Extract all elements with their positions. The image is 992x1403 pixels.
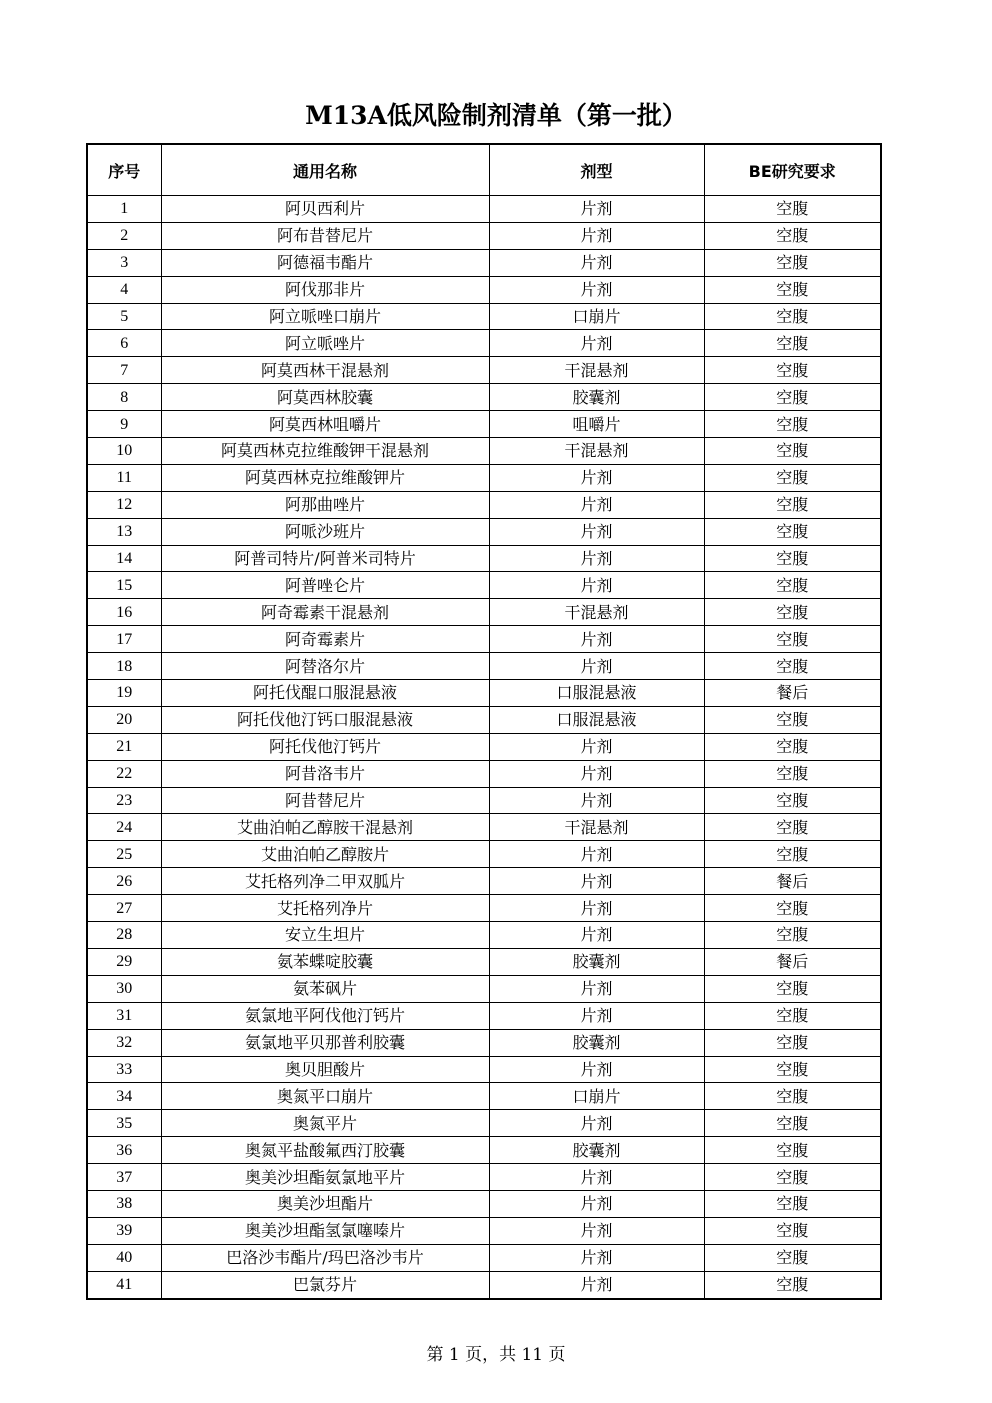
- cell-generic-name: 阿托伐他汀钙片: [161, 733, 489, 760]
- cell-dosage-form: 片剂: [489, 464, 704, 491]
- cell-be-requirement: 空腹: [704, 760, 881, 787]
- cell-dosage-form: 片剂: [489, 545, 704, 572]
- cell-dosage-form: 片剂: [489, 1056, 704, 1083]
- cell-index: 12: [87, 491, 161, 518]
- table-row: [87, 357, 881, 384]
- cell-dosage-form: 干混悬剂: [489, 814, 704, 841]
- page-title: M13A低风险制剂清单（第一批）: [305, 101, 687, 130]
- cell-be-requirement: 空腹: [704, 572, 881, 599]
- cell-index: 38: [87, 1190, 161, 1217]
- cell-generic-name: 氨氯地平贝那普利胶囊: [161, 1029, 489, 1056]
- table-row: [87, 1271, 881, 1298]
- cell-dosage-form: 片剂: [489, 1002, 704, 1029]
- cell-be-requirement: 空腹: [704, 922, 881, 949]
- cell-be-requirement: 空腹: [704, 1029, 881, 1056]
- cell-generic-name: 奥氮平盐酸氟西汀胶囊: [161, 1137, 489, 1164]
- cell-index: 10: [87, 438, 161, 465]
- cell-index: 34: [87, 1083, 161, 1110]
- cell-generic-name: 氨苯砜片: [161, 975, 489, 1002]
- header-index: 序号: [87, 144, 161, 196]
- cell-dosage-form: 片剂: [489, 330, 704, 357]
- cell-be-requirement: 空腹: [704, 733, 881, 760]
- cell-generic-name: 阿哌沙班片: [161, 518, 489, 545]
- cell-index: 13: [87, 518, 161, 545]
- cell-index: 7: [87, 357, 161, 384]
- cell-dosage-form: 胶囊剂: [489, 1029, 704, 1056]
- cell-generic-name: 阿莫西林克拉维酸钾片: [161, 464, 489, 491]
- cell-index: 26: [87, 868, 161, 895]
- cell-generic-name: 阿立哌唑片: [161, 330, 489, 357]
- cell-index: 3: [87, 249, 161, 276]
- cell-be-requirement: 空腹: [704, 303, 881, 330]
- cell-be-requirement: 空腹: [704, 249, 881, 276]
- table-row: [87, 922, 881, 949]
- cell-index: 21: [87, 733, 161, 760]
- cell-be-requirement: 空腹: [704, 384, 881, 411]
- cell-be-requirement: 空腹: [704, 330, 881, 357]
- cell-dosage-form: 片剂: [489, 196, 704, 223]
- cell-be-requirement: 空腹: [704, 814, 881, 841]
- header-generic-name: 通用名称: [161, 144, 489, 196]
- cell-dosage-form: 片剂: [489, 787, 704, 814]
- table-row: [87, 491, 881, 518]
- header-be-requirement: BE研究要求: [704, 144, 881, 196]
- table-row: [87, 895, 881, 922]
- cell-be-requirement: 空腹: [704, 1164, 881, 1191]
- cell-generic-name: 阿莫西林胶囊: [161, 384, 489, 411]
- cell-generic-name: 艾托格列净二甲双胍片: [161, 868, 489, 895]
- cell-be-requirement: 餐后: [704, 948, 881, 975]
- table-row: [87, 518, 881, 545]
- table-row: [87, 196, 881, 223]
- table-row: [87, 411, 881, 438]
- cell-dosage-form: 片剂: [489, 760, 704, 787]
- table-row: [87, 760, 881, 787]
- cell-generic-name: 阿普司特片/阿普米司特片: [161, 545, 489, 572]
- cell-dosage-form: 片剂: [489, 572, 704, 599]
- table-row: [87, 868, 881, 895]
- cell-be-requirement: 空腹: [704, 491, 881, 518]
- table-header-row: [87, 144, 881, 196]
- cell-index: 40: [87, 1244, 161, 1271]
- cell-generic-name: 阿那曲唑片: [161, 491, 489, 518]
- cell-dosage-form: 片剂: [489, 249, 704, 276]
- table-row: [87, 706, 881, 733]
- cell-index: 9: [87, 411, 161, 438]
- cell-be-requirement: 空腹: [704, 276, 881, 303]
- table-row: [87, 330, 881, 357]
- table-row: [87, 572, 881, 599]
- cell-dosage-form: 片剂: [489, 1244, 704, 1271]
- cell-generic-name: 阿贝西利片: [161, 196, 489, 223]
- cell-dosage-form: 咀嚼片: [489, 411, 704, 438]
- cell-generic-name: 阿昔替尼片: [161, 787, 489, 814]
- cell-index: 41: [87, 1271, 161, 1298]
- cell-generic-name: 奥贝胆酸片: [161, 1056, 489, 1083]
- cell-dosage-form: 片剂: [489, 733, 704, 760]
- cell-index: 5: [87, 303, 161, 330]
- cell-index: 17: [87, 626, 161, 653]
- cell-generic-name: 奥美沙坦酯片: [161, 1190, 489, 1217]
- cell-index: 14: [87, 545, 161, 572]
- cell-generic-name: 阿莫西林咀嚼片: [161, 411, 489, 438]
- cell-generic-name: 阿立哌唑口崩片: [161, 303, 489, 330]
- cell-be-requirement: 餐后: [704, 868, 881, 895]
- cell-be-requirement: 空腹: [704, 196, 881, 223]
- cell-generic-name: 艾托格列净片: [161, 895, 489, 922]
- cell-index: 33: [87, 1056, 161, 1083]
- cell-generic-name: 阿托伐他汀钙口服混悬液: [161, 706, 489, 733]
- cell-generic-name: 奥美沙坦酯氨氯地平片: [161, 1164, 489, 1191]
- cell-generic-name: 阿伐那非片: [161, 276, 489, 303]
- cell-dosage-form: 片剂: [489, 222, 704, 249]
- table-row: [87, 841, 881, 868]
- table-row: [87, 384, 881, 411]
- cell-be-requirement: 空腹: [704, 895, 881, 922]
- cell-generic-name: 艾曲泊帕乙醇胺干混悬剂: [161, 814, 489, 841]
- cell-index: 32: [87, 1029, 161, 1056]
- table-row: [87, 599, 881, 626]
- cell-be-requirement: 空腹: [704, 626, 881, 653]
- table-row: [87, 680, 881, 707]
- cell-generic-name: 阿普唑仑片: [161, 572, 489, 599]
- cell-index: 11: [87, 464, 161, 491]
- cell-be-requirement: 空腹: [704, 1217, 881, 1244]
- table-row: [87, 653, 881, 680]
- cell-index: 6: [87, 330, 161, 357]
- cell-index: 30: [87, 975, 161, 1002]
- page-footer: 第 1 页，共 11 页: [426, 1345, 566, 1365]
- cell-be-requirement: 空腹: [704, 975, 881, 1002]
- table-row: [87, 814, 881, 841]
- cell-be-requirement: 空腹: [704, 599, 881, 626]
- cell-index: 29: [87, 948, 161, 975]
- cell-dosage-form: 胶囊剂: [489, 384, 704, 411]
- cell-generic-name: 氨氯地平阿伐他汀钙片: [161, 1002, 489, 1029]
- table-row: [87, 787, 881, 814]
- cell-dosage-form: 口服混悬液: [489, 680, 704, 707]
- cell-index: 36: [87, 1137, 161, 1164]
- cell-generic-name: 阿奇霉素片: [161, 626, 489, 653]
- cell-generic-name: 阿布昔替尼片: [161, 222, 489, 249]
- cell-be-requirement: 餐后: [704, 680, 881, 707]
- cell-generic-name: 阿奇霉素干混悬剂: [161, 599, 489, 626]
- cell-be-requirement: 空腹: [704, 1056, 881, 1083]
- cell-be-requirement: 空腹: [704, 1110, 881, 1137]
- cell-be-requirement: 空腹: [704, 545, 881, 572]
- cell-dosage-form: 片剂: [489, 1110, 704, 1137]
- cell-be-requirement: 空腹: [704, 706, 881, 733]
- cell-generic-name: 阿替洛尔片: [161, 653, 489, 680]
- cell-be-requirement: 空腹: [704, 357, 881, 384]
- table-row: [87, 222, 881, 249]
- cell-generic-name: 安立生坦片: [161, 922, 489, 949]
- cell-dosage-form: 片剂: [489, 868, 704, 895]
- cell-index: 16: [87, 599, 161, 626]
- cell-be-requirement: 空腹: [704, 1002, 881, 1029]
- table-row: [87, 1083, 881, 1110]
- cell-dosage-form: 片剂: [489, 1271, 704, 1298]
- cell-dosage-form: 片剂: [489, 653, 704, 680]
- cell-dosage-form: 片剂: [489, 1190, 704, 1217]
- cell-index: 39: [87, 1217, 161, 1244]
- cell-be-requirement: 空腹: [704, 1244, 881, 1271]
- cell-generic-name: 奥氮平口崩片: [161, 1083, 489, 1110]
- table-row: [87, 249, 881, 276]
- cell-dosage-form: 口崩片: [489, 1083, 704, 1110]
- cell-be-requirement: 空腹: [704, 653, 881, 680]
- cell-be-requirement: 空腹: [704, 1190, 881, 1217]
- cell-generic-name: 奥氮平片: [161, 1110, 489, 1137]
- table-row: [87, 545, 881, 572]
- table-row: [87, 464, 881, 491]
- cell-dosage-form: 片剂: [489, 975, 704, 1002]
- cell-index: 28: [87, 922, 161, 949]
- cell-index: 24: [87, 814, 161, 841]
- cell-be-requirement: 空腹: [704, 464, 881, 491]
- cell-dosage-form: 干混悬剂: [489, 357, 704, 384]
- table-row: [87, 1056, 881, 1083]
- cell-generic-name: 阿昔洛韦片: [161, 760, 489, 787]
- table-row: [87, 733, 881, 760]
- drug-list-table: [86, 143, 882, 1300]
- cell-dosage-form: 胶囊剂: [489, 1137, 704, 1164]
- cell-index: 2: [87, 222, 161, 249]
- cell-dosage-form: 片剂: [489, 626, 704, 653]
- table-row: [87, 975, 881, 1002]
- cell-index: 27: [87, 895, 161, 922]
- cell-dosage-form: 口崩片: [489, 303, 704, 330]
- cell-generic-name: 奥美沙坦酯氢氯噻嗪片: [161, 1217, 489, 1244]
- table-row: [87, 1244, 881, 1271]
- cell-generic-name: 巴洛沙韦酯片/玛巴洛沙韦片: [161, 1244, 489, 1271]
- cell-dosage-form: 干混悬剂: [489, 599, 704, 626]
- cell-index: 35: [87, 1110, 161, 1137]
- cell-be-requirement: 空腹: [704, 1137, 881, 1164]
- cell-dosage-form: 干混悬剂: [489, 438, 704, 465]
- cell-generic-name: 氨苯蝶啶胶囊: [161, 948, 489, 975]
- table-row: [87, 1110, 881, 1137]
- cell-be-requirement: 空腹: [704, 222, 881, 249]
- cell-dosage-form: 片剂: [489, 841, 704, 868]
- cell-generic-name: 艾曲泊帕乙醇胺片: [161, 841, 489, 868]
- cell-dosage-form: 片剂: [489, 1217, 704, 1244]
- table-row: [87, 1190, 881, 1217]
- cell-dosage-form: 片剂: [489, 922, 704, 949]
- cell-be-requirement: 空腹: [704, 518, 881, 545]
- cell-be-requirement: 空腹: [704, 438, 881, 465]
- cell-be-requirement: 空腹: [704, 1271, 881, 1298]
- cell-index: 15: [87, 572, 161, 599]
- cell-generic-name: 阿托伐醌口服混悬液: [161, 680, 489, 707]
- cell-index: 25: [87, 841, 161, 868]
- cell-index: 31: [87, 1002, 161, 1029]
- cell-index: 18: [87, 653, 161, 680]
- cell-index: 22: [87, 760, 161, 787]
- table-row: [87, 1029, 881, 1056]
- cell-index: 1: [87, 196, 161, 223]
- table-row: [87, 438, 881, 465]
- cell-be-requirement: 空腹: [704, 411, 881, 438]
- cell-be-requirement: 空腹: [704, 787, 881, 814]
- cell-generic-name: 巴氯芬片: [161, 1271, 489, 1298]
- table-row: [87, 1002, 881, 1029]
- cell-generic-name: 阿莫西林干混悬剂: [161, 357, 489, 384]
- cell-dosage-form: 胶囊剂: [489, 948, 704, 975]
- cell-be-requirement: 空腹: [704, 1083, 881, 1110]
- cell-be-requirement: 空腹: [704, 841, 881, 868]
- cell-index: 23: [87, 787, 161, 814]
- table-row: [87, 1217, 881, 1244]
- table-row: [87, 1137, 881, 1164]
- table-row: [87, 1164, 881, 1191]
- table-row: [87, 948, 881, 975]
- cell-generic-name: 阿德福韦酯片: [161, 249, 489, 276]
- cell-index: 20: [87, 706, 161, 733]
- cell-dosage-form: 口服混悬液: [489, 706, 704, 733]
- cell-dosage-form: 片剂: [489, 1164, 704, 1191]
- cell-index: 37: [87, 1164, 161, 1191]
- cell-dosage-form: 片剂: [489, 491, 704, 518]
- cell-index: 19: [87, 680, 161, 707]
- cell-dosage-form: 片剂: [489, 895, 704, 922]
- cell-index: 8: [87, 384, 161, 411]
- header-dosage-form: 剂型: [489, 144, 704, 196]
- cell-index: 4: [87, 276, 161, 303]
- table-row: [87, 303, 881, 330]
- cell-generic-name: 阿莫西林克拉维酸钾干混悬剂: [161, 438, 489, 465]
- table-row: [87, 626, 881, 653]
- cell-dosage-form: 片剂: [489, 518, 704, 545]
- table-row: [87, 276, 881, 303]
- cell-dosage-form: 片剂: [489, 276, 704, 303]
